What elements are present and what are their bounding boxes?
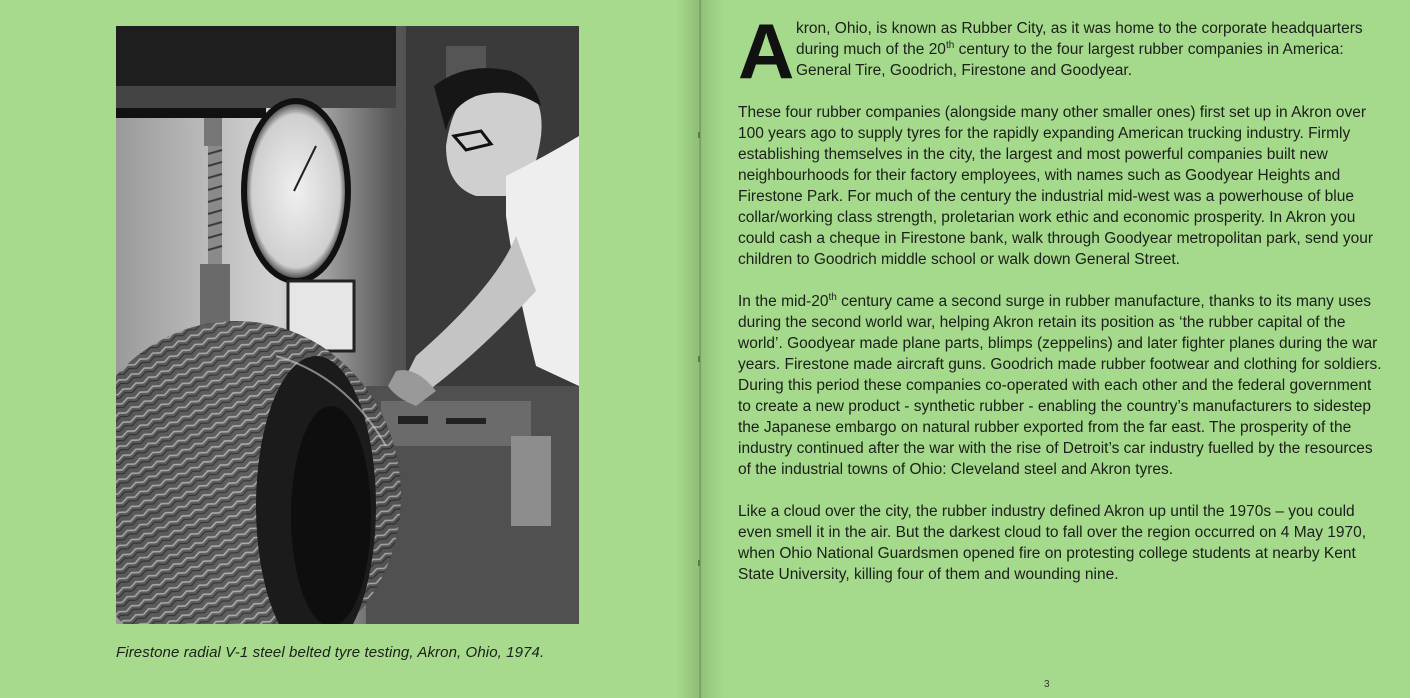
binding-stitch xyxy=(698,132,700,138)
lead-superscript: th xyxy=(945,40,955,51)
lead-paragraph xyxy=(738,7,1388,95)
wartime-text-b: century came a second surge in rubber manufacture, thanks to its many uses during the second world war, helping Akron retain its position as ‘the rubber capital of the world’. Goodyear made plane parts, blimps (zeppelins) and later fighter planes during the war years. Firestone made aircraft guns. Goodrich made rubber footwear and clothing for soldiers. During this period these companies co-operated with each other and the federal government to create a new product - synthetic rubber - enabling the country’s manufacturers to sidestep the Japanese embargo on natural rubber exported from the far east. The prosperity of the industry continued after the war with the rise of Detroit’s car industry fuelled by the resources of the industrial towns of Ohio: Cleveland steel and Akron tyres. xyxy=(738,293,1382,478)
photo-caption: Firestone radial V-1 steel belted tyre testing, Akron, Ohio, 1974. xyxy=(116,644,545,661)
paragraph-history: These four rubber companies (alongside many other smaller ones) first set up in Akron over 100 years ago to supply tyres for the rapidly expanding American trucking industry. Firmly establishing themselves in the city, the largest and most powerful companies built new neighbourhoods for their factory employees, with names such as Goodyear Heights and Firestone Park. For much of the century the industrial mid-west was a powerhouse of blue collar/working class strength, proletarian work ethic and economic prosperity. In Akron you could cash a cheque in Firestone bank, walk through Goodyear metropolitan park, send your children to Goodrich middle school or walk down General Street. xyxy=(738,104,1374,268)
wartime-superscript: th xyxy=(828,292,837,303)
article-column xyxy=(738,7,1388,585)
page-number: 3 xyxy=(1044,679,1050,690)
wartime-text-a: In the mid-20 xyxy=(738,293,829,310)
paragraph-wartime xyxy=(738,291,1388,480)
tyre-testing-photo xyxy=(116,26,579,624)
book-gutter xyxy=(676,0,724,698)
paragraph-kent-state: Like a cloud over the city, the rubber industry defined Akron up until the 1970s – you could even smell it in the air. But the darkest cloud to fall over the region occurred on 4 May 1970, when Ohio National Guardsmen opened fire on protesting college students at nearby Kent State University, killing four of them and wounding nine. xyxy=(738,503,1367,583)
lead-text-a: kron, Ohio, is known as Rubber City, as it was home to the corporate headquarters during much of the 20 xyxy=(796,20,1363,58)
lead-text-b: century to the four largest rubber companies in America: General Tire, Goodrich, Firestone and Goodyear. xyxy=(796,41,1344,79)
binding-stitch xyxy=(698,560,700,566)
binding-stitch xyxy=(698,356,700,362)
drop-cap: A xyxy=(738,7,795,95)
